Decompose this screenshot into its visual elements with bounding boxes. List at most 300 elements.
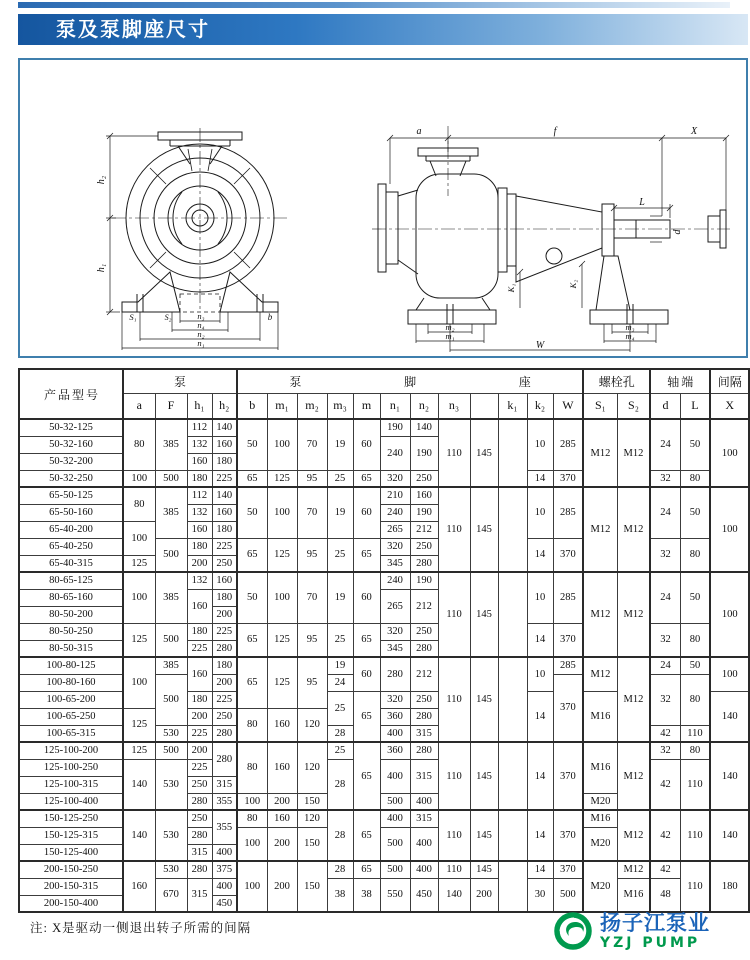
value-cell: 10 <box>527 572 553 623</box>
value-cell: 65 <box>237 470 267 487</box>
table-body <box>19 419 749 912</box>
value-cell: 280 <box>212 640 237 657</box>
value-cell: 150 <box>297 861 327 912</box>
value-cell: 10 <box>527 487 553 538</box>
value-cell: 315 <box>187 878 212 912</box>
value-cell: 100 <box>710 419 749 487</box>
value-cell: 400 <box>410 827 438 861</box>
value-cell: 180 <box>212 453 237 470</box>
value-cell: 70 <box>297 419 327 470</box>
value-cell: 150 <box>297 827 327 861</box>
top-accent-strip <box>18 2 730 8</box>
value-cell: 250 <box>410 470 438 487</box>
model-cell: 125-100-400 <box>19 793 123 810</box>
value-cell: 110 <box>438 861 470 878</box>
value-cell: 14 <box>527 861 553 878</box>
value-cell: 80 <box>680 538 710 572</box>
column-header: L <box>680 393 710 419</box>
value-cell: 315 <box>212 776 237 793</box>
value-cell: 100 <box>710 487 749 572</box>
value-cell: 280 <box>410 555 438 572</box>
value-cell: 550 <box>380 878 410 912</box>
value-cell: 32 <box>650 742 680 759</box>
dim-label-k1: K₁ <box>506 283 516 293</box>
value-cell: 145 <box>470 810 498 861</box>
value-cell: 385 <box>155 572 187 623</box>
value-cell: 95 <box>297 657 327 708</box>
column-header: W <box>553 393 583 419</box>
model-cell: 150-125-250 <box>19 810 123 827</box>
value-cell: 100 <box>123 521 155 555</box>
value-cell: 132 <box>187 572 212 589</box>
value-cell: 65 <box>353 691 380 742</box>
model-cell: 200-150-250 <box>19 861 123 878</box>
value-cell: 145 <box>470 742 498 810</box>
value-cell: 160 <box>187 657 212 691</box>
value-cell: 125 <box>123 708 155 742</box>
model-cell: 100-65-250 <box>19 708 123 725</box>
column-group-header: 产品型号 <box>19 369 123 419</box>
value-cell: 145 <box>470 657 498 742</box>
value-cell: 190 <box>410 436 438 470</box>
value-cell: 70 <box>297 572 327 623</box>
value-cell: 280 <box>187 793 212 810</box>
value-cell: 140 <box>212 419 237 436</box>
value-cell <box>498 657 527 742</box>
value-cell: 190 <box>380 419 410 436</box>
value-cell: 65 <box>353 742 380 810</box>
value-cell: 285 <box>553 657 583 674</box>
value-cell: 110 <box>438 742 470 810</box>
value-cell: 160 <box>123 861 155 912</box>
value-cell: 110 <box>438 419 470 487</box>
value-cell: 60 <box>353 419 380 470</box>
value-cell: 25 <box>327 742 353 759</box>
value-cell: 500 <box>155 742 187 759</box>
value-cell: 500 <box>380 827 410 861</box>
logo-text <box>600 910 710 951</box>
value-cell: 32 <box>650 470 680 487</box>
value-cell: 145 <box>470 487 498 572</box>
value-cell: M16 <box>583 691 617 742</box>
value-cell: 200 <box>212 674 237 691</box>
value-cell: 500 <box>155 470 187 487</box>
value-cell: 150 <box>297 793 327 810</box>
value-cell: 145 <box>470 572 498 657</box>
value-cell: 14 <box>527 742 553 810</box>
column-group-header: 泵 <box>123 369 237 393</box>
model-cell: 65-40-250 <box>19 538 123 555</box>
column-header: m₃ <box>327 393 353 419</box>
dim-label-m4: m₄ <box>625 331 635 341</box>
value-cell: 180 <box>187 623 212 640</box>
value-cell: 385 <box>155 657 187 674</box>
value-cell: 28 <box>327 725 353 742</box>
company-logo <box>552 908 748 954</box>
value-cell: 50 <box>680 572 710 623</box>
value-cell: M12 <box>583 572 617 657</box>
value-cell: 125 <box>267 657 297 708</box>
value-cell: M20 <box>583 861 617 912</box>
model-cell: 100-80-160 <box>19 674 123 691</box>
column-header: S₁ <box>583 393 617 419</box>
pump-side-view <box>372 126 730 352</box>
value-cell: 38 <box>353 878 380 912</box>
value-cell: 140 <box>710 691 749 742</box>
value-cell: 100 <box>123 470 155 487</box>
value-cell: 200 <box>267 861 297 912</box>
value-cell: 125 <box>123 623 155 657</box>
model-cell: 125-100-250 <box>19 759 123 776</box>
column-header: d <box>650 393 680 419</box>
value-cell: 24 <box>650 657 680 674</box>
column-group-header: 轴端 <box>650 369 710 393</box>
value-cell <box>498 742 527 810</box>
column-header: n₁ <box>380 393 410 419</box>
value-cell: 100 <box>237 827 267 861</box>
dim-label-w: W <box>535 340 545 351</box>
value-cell: M12 <box>583 487 617 572</box>
value-cell: 125 <box>267 538 297 572</box>
value-cell: 132 <box>187 504 212 521</box>
model-cell: 50-32-250 <box>19 470 123 487</box>
value-cell: 10 <box>527 419 553 470</box>
column-group-header: 间隔 <box>710 369 749 393</box>
value-cell: 110 <box>438 572 470 657</box>
dim-label-h2: h₂ <box>96 175 107 185</box>
value-cell: 370 <box>553 810 583 861</box>
value-cell: M12 <box>583 657 617 691</box>
value-cell: 140 <box>438 878 470 912</box>
value-cell: 265 <box>380 589 410 623</box>
value-cell: 65 <box>237 623 267 657</box>
value-cell: 24 <box>327 674 353 691</box>
value-cell: 530 <box>155 861 187 878</box>
value-cell: 140 <box>710 810 749 861</box>
value-cell: 500 <box>155 623 187 657</box>
value-cell: 28 <box>327 810 353 861</box>
value-cell: 60 <box>353 487 380 538</box>
column-header: n₂ <box>410 393 438 419</box>
value-cell: 530 <box>155 759 187 810</box>
value-cell: 10 <box>527 657 553 691</box>
value-cell: 42 <box>650 861 680 878</box>
value-cell: 80 <box>680 674 710 725</box>
value-cell: 385 <box>155 419 187 470</box>
value-cell: 160 <box>267 708 297 742</box>
value-cell: 240 <box>380 504 410 521</box>
column-header: k₁ <box>498 393 527 419</box>
model-cell: 65-50-125 <box>19 487 123 504</box>
value-cell: 530 <box>155 725 187 742</box>
value-cell: 50 <box>680 657 710 674</box>
value-cell: 145 <box>470 861 498 878</box>
value-cell: 95 <box>297 538 327 572</box>
dim-label-d: d <box>672 229 683 235</box>
value-cell: 160 <box>212 504 237 521</box>
value-cell: 225 <box>212 470 237 487</box>
value-cell: 225 <box>187 640 212 657</box>
value-cell: 360 <box>380 742 410 759</box>
value-cell: 14 <box>527 538 553 572</box>
value-cell: 38 <box>327 878 353 912</box>
dim-label-s2: S₂ <box>164 313 172 322</box>
model-cell: 80-65-125 <box>19 572 123 589</box>
value-cell: 190 <box>410 572 438 589</box>
value-cell: 160 <box>212 436 237 453</box>
model-cell: 100-65-200 <box>19 691 123 708</box>
model-cell: 50-32-200 <box>19 453 123 470</box>
value-cell: 250 <box>187 810 212 827</box>
model-cell: 65-40-200 <box>19 521 123 538</box>
logo-english-name: YZJ PUMP <box>600 934 701 951</box>
value-cell: 285 <box>553 487 583 538</box>
footnote: 注: X是驱动一侧退出转子所需的间隔 <box>30 921 252 935</box>
value-cell: 280 <box>212 725 237 742</box>
value-cell: 145 <box>470 419 498 487</box>
pump-dimension-drawing <box>20 60 746 356</box>
value-cell: 65 <box>353 470 380 487</box>
value-cell: 250 <box>410 691 438 708</box>
value-cell: 180 <box>212 589 237 606</box>
value-cell: 120 <box>297 742 327 793</box>
model-cell: 100-80-125 <box>19 657 123 674</box>
column-header: m <box>353 393 380 419</box>
value-cell: 370 <box>553 742 583 810</box>
column-header <box>470 393 498 419</box>
value-cell: 50 <box>237 419 267 470</box>
table-row <box>19 810 749 827</box>
value-cell: 110 <box>438 487 470 572</box>
value-cell: 80 <box>123 487 155 521</box>
value-cell: 250 <box>410 623 438 640</box>
value-cell: 530 <box>155 810 187 861</box>
column-group-header: 螺栓孔 <box>583 369 650 393</box>
model-cell: 65-40-315 <box>19 555 123 572</box>
model-cell: 50-32-160 <box>19 436 123 453</box>
value-cell: 320 <box>380 538 410 555</box>
value-cell: 280 <box>212 742 237 776</box>
value-cell: 200 <box>212 606 237 623</box>
value-cell: 320 <box>380 691 410 708</box>
dim-label-n4: n₄ <box>197 320 205 330</box>
dim-label-b: b <box>267 312 273 322</box>
value-cell: 80 <box>237 708 267 742</box>
value-cell: 50 <box>237 572 267 623</box>
value-cell: 250 <box>212 708 237 725</box>
value-cell: 250 <box>187 776 212 793</box>
value-cell: M12 <box>617 487 650 572</box>
column-header: n₃ <box>438 393 470 419</box>
value-cell: 19 <box>327 419 353 470</box>
value-cell: 25 <box>327 470 353 487</box>
value-cell: 120 <box>297 708 327 742</box>
value-cell: 24 <box>650 487 680 538</box>
value-cell: 125 <box>123 742 155 759</box>
value-cell: 14 <box>527 810 553 861</box>
value-cell: 140 <box>710 742 749 810</box>
column-header: m₂ <box>297 393 327 419</box>
column-group-header <box>237 369 583 393</box>
value-cell: M12 <box>617 742 650 810</box>
value-cell: 200 <box>187 742 212 759</box>
dim-label-h1: h₁ <box>96 263 107 273</box>
value-cell: 190 <box>410 504 438 521</box>
value-cell: 180 <box>212 521 237 538</box>
value-cell: 95 <box>297 470 327 487</box>
value-cell: M16 <box>583 742 617 793</box>
model-cell: 125-100-315 <box>19 776 123 793</box>
value-cell: 125 <box>123 555 155 572</box>
value-cell: 110 <box>680 759 710 810</box>
value-cell: 385 <box>155 487 187 538</box>
model-cell: 125-100-200 <box>19 742 123 759</box>
dim-label-n2: n₂ <box>197 329 205 339</box>
value-cell: 42 <box>650 759 680 810</box>
value-cell: 95 <box>297 623 327 657</box>
dim-label-f: f <box>553 126 557 137</box>
model-cell: 65-50-160 <box>19 504 123 521</box>
value-cell: 210 <box>380 487 410 504</box>
value-cell: M12 <box>617 657 650 742</box>
value-cell: 400 <box>410 793 438 810</box>
value-cell: 212 <box>410 657 438 691</box>
table-row <box>19 742 749 759</box>
value-cell: 65 <box>237 538 267 572</box>
value-cell: 132 <box>187 436 212 453</box>
value-cell: 200 <box>267 827 297 861</box>
value-cell <box>498 419 527 487</box>
dimension-table <box>18 368 750 913</box>
value-cell: 24 <box>650 419 680 470</box>
column-header: k₂ <box>527 393 553 419</box>
value-cell: 25 <box>327 691 353 725</box>
value-cell: 32 <box>650 538 680 572</box>
value-cell: 500 <box>380 793 410 810</box>
value-cell: 80 <box>680 742 710 759</box>
logo-swirl-icon <box>552 910 594 952</box>
column-header: h₁ <box>187 393 212 419</box>
value-cell: 500 <box>155 538 187 572</box>
value-cell: 19 <box>327 572 353 623</box>
model-cell: 80-50-315 <box>19 640 123 657</box>
value-cell: M12 <box>583 419 617 487</box>
table-row <box>19 861 749 878</box>
value-cell: 265 <box>380 521 410 538</box>
value-cell: 65 <box>353 623 380 657</box>
value-cell: M12 <box>617 572 650 657</box>
model-cell: 80-65-160 <box>19 589 123 606</box>
value-cell: M20 <box>583 827 617 861</box>
value-cell: 180 <box>187 470 212 487</box>
dim-label-m2: m₂ <box>445 322 455 332</box>
value-cell: 60 <box>353 657 380 691</box>
value-cell: 100 <box>267 419 297 470</box>
value-cell: 670 <box>155 878 187 912</box>
value-cell: 280 <box>380 657 410 691</box>
value-cell: 65 <box>353 538 380 572</box>
value-cell <box>498 861 527 912</box>
value-cell: 160 <box>267 742 297 793</box>
value-cell: 140 <box>212 487 237 504</box>
value-cell: 110 <box>680 725 710 742</box>
dim-label-n1: n₁ <box>197 338 205 348</box>
value-cell: 180 <box>710 861 749 912</box>
value-cell: 42 <box>650 810 680 861</box>
value-cell: 360 <box>380 708 410 725</box>
value-cell: 500 <box>155 674 187 725</box>
value-cell: 370 <box>553 623 583 657</box>
value-cell: 100 <box>710 657 749 691</box>
value-cell: 65 <box>353 861 380 878</box>
value-cell: 200 <box>187 555 212 572</box>
value-cell: 400 <box>380 725 410 742</box>
value-cell: 32 <box>650 674 680 725</box>
dim-label-l: L <box>639 197 645 208</box>
value-cell: 400 <box>380 759 410 793</box>
value-cell: 42 <box>650 725 680 742</box>
value-cell: 240 <box>380 436 410 470</box>
value-cell: 100 <box>123 572 155 623</box>
table-header <box>19 369 749 419</box>
model-cell: 100-65-315 <box>19 725 123 742</box>
value-cell: 200 <box>187 708 212 725</box>
page-title: 泵及泵脚座尺寸 <box>18 14 748 45</box>
value-cell: 280 <box>410 708 438 725</box>
column-header: a <box>123 393 155 419</box>
value-cell: 120 <box>297 810 327 827</box>
value-cell: 14 <box>527 691 553 742</box>
value-cell: 110 <box>680 810 710 861</box>
value-cell: 30 <box>527 878 553 912</box>
pump-front-view <box>96 128 288 350</box>
column-header: F <box>155 393 187 419</box>
value-cell: 400 <box>380 810 410 827</box>
value-cell: 28 <box>327 759 353 810</box>
value-cell: 50 <box>237 487 267 538</box>
value-cell: 225 <box>187 759 212 776</box>
value-cell: M20 <box>583 793 617 810</box>
value-cell: 375 <box>212 861 237 878</box>
value-cell: 400 <box>212 844 237 861</box>
value-cell: 110 <box>680 861 710 912</box>
value-cell: 19 <box>327 657 353 674</box>
value-cell: 14 <box>527 623 553 657</box>
value-cell: 225 <box>187 725 212 742</box>
model-cell: 200-150-315 <box>19 878 123 895</box>
value-cell: 250 <box>212 555 237 572</box>
value-cell: 25 <box>327 623 353 657</box>
value-cell: 280 <box>410 742 438 759</box>
value-cell: 355 <box>212 810 237 844</box>
value-cell: 500 <box>553 878 583 912</box>
value-cell: 50 <box>680 487 710 538</box>
value-cell: 140 <box>123 810 155 861</box>
value-cell: 400 <box>410 861 438 878</box>
value-cell: 80 <box>123 419 155 470</box>
value-cell: 100 <box>237 793 267 810</box>
column-header: h₂ <box>212 393 237 419</box>
value-cell: 400 <box>212 878 237 895</box>
value-cell: M16 <box>617 878 650 912</box>
value-cell: 315 <box>410 725 438 742</box>
value-cell: 280 <box>410 640 438 657</box>
value-cell <box>498 572 527 657</box>
value-cell: 125 <box>267 623 297 657</box>
value-cell: 25 <box>327 538 353 572</box>
model-cell: 150-125-315 <box>19 827 123 844</box>
value-cell: 14 <box>527 470 553 487</box>
